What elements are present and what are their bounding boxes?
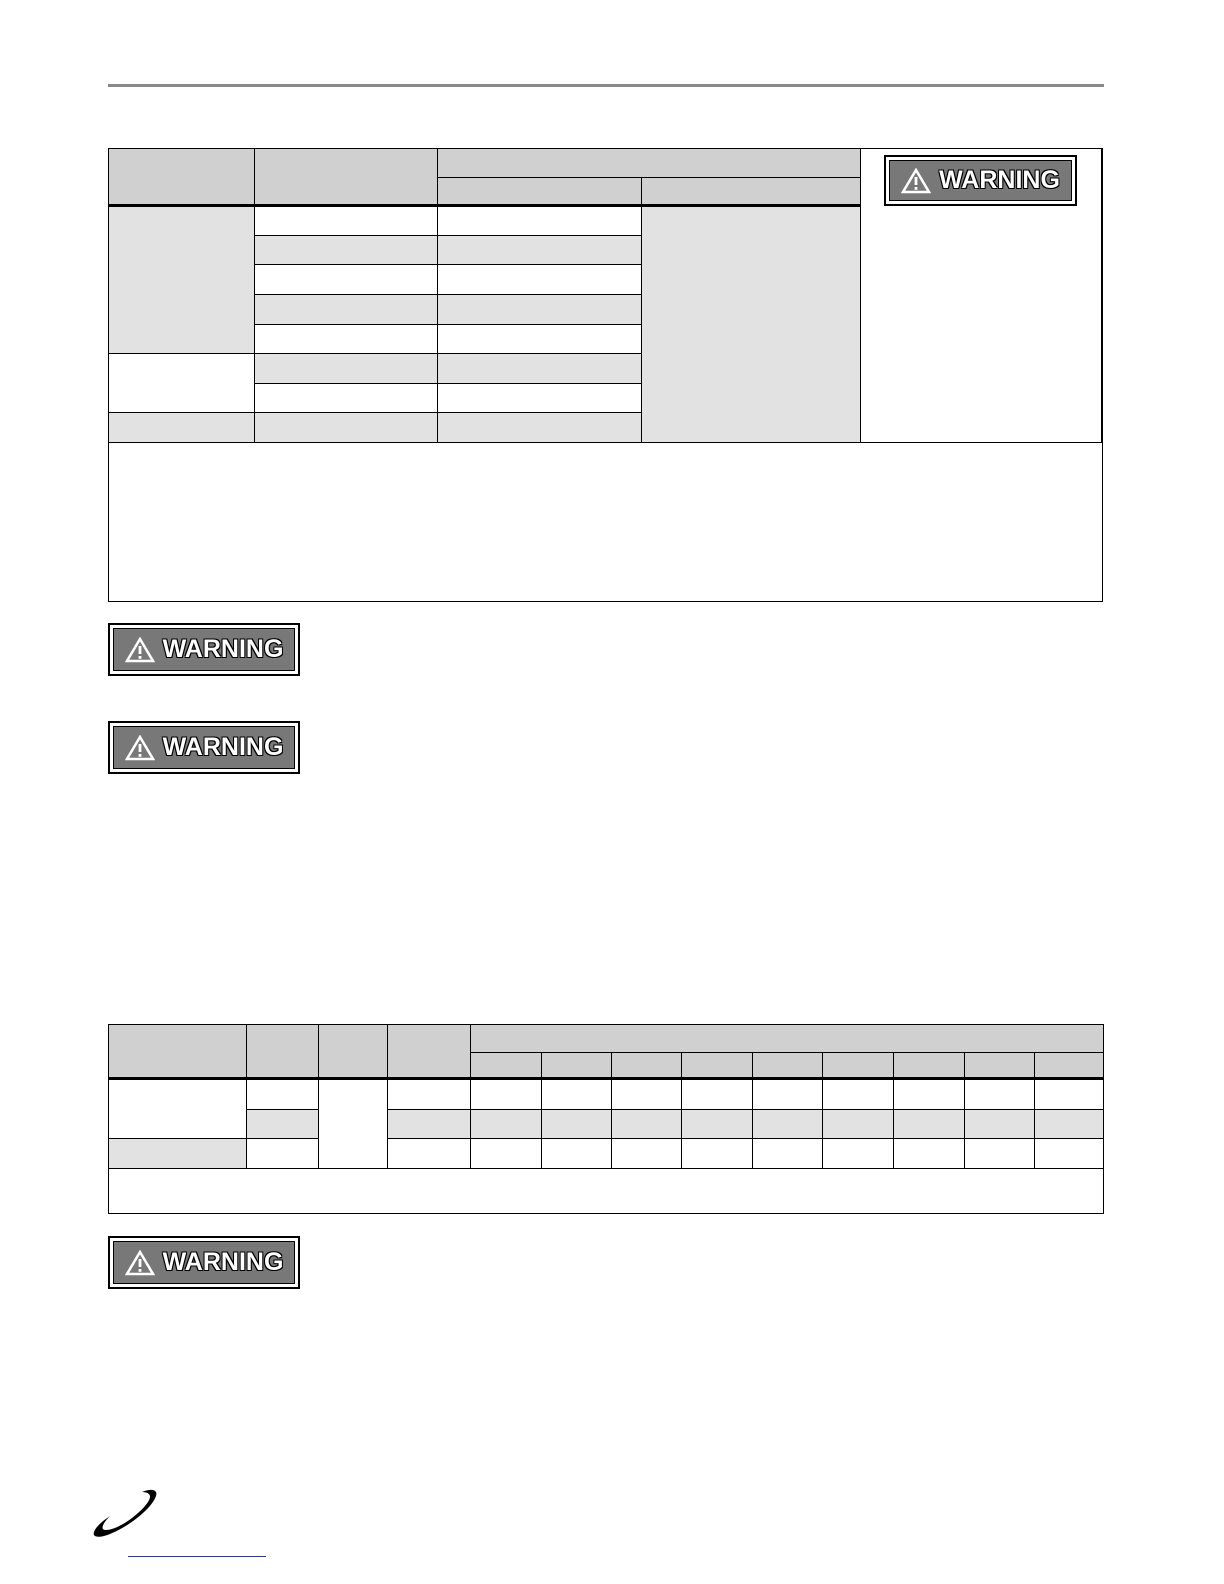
t2-r3-v4: [682, 1139, 753, 1169]
warning-badge-table: [884, 155, 1077, 206]
t2-sub-7: [894, 1053, 965, 1080]
t2-r1-v7: [894, 1080, 965, 1110]
t2-r1-v4: [682, 1080, 753, 1110]
t2-r2-v9: [1035, 1110, 1103, 1139]
header-rule: [108, 84, 1104, 87]
t2-r2-c2: [247, 1110, 319, 1139]
t2-r2-v1: [471, 1110, 542, 1139]
t2-r1-v3: [612, 1080, 682, 1110]
warning-badge-1: [108, 623, 300, 676]
t2-r1-c2: [247, 1080, 319, 1110]
t2-sub-1: [471, 1053, 542, 1080]
warning-badge-3: [108, 1236, 300, 1289]
t1-row3-col2: [255, 265, 438, 295]
t2-sub-9: [1035, 1053, 1103, 1080]
t2-r3-v6: [823, 1139, 894, 1169]
warning-triangle-icon: [125, 637, 155, 663]
t2-header-col3: [319, 1025, 388, 1080]
t2-header-col2: [247, 1025, 319, 1080]
t1-row6-col3: [438, 354, 642, 384]
t2-sub-3: [612, 1053, 682, 1080]
t1-row5-col2: [255, 325, 438, 354]
t2-merged-c3: [319, 1080, 388, 1169]
t1-row3-col3: [438, 265, 642, 295]
t1-row2-col2: [255, 236, 438, 265]
t2-r3-v2: [542, 1139, 612, 1169]
t1-row8-col2: [255, 413, 438, 443]
t1-header-sub2: [642, 178, 861, 207]
t1-group-b: [109, 354, 255, 413]
warning-label: WARNING: [162, 1248, 284, 1276]
t2-r2-v2: [542, 1110, 612, 1139]
t2-sub-2: [542, 1053, 612, 1080]
warning-triangle-icon: [125, 735, 155, 761]
t1-row8-col3: [438, 413, 642, 443]
t2-sub-6: [823, 1053, 894, 1080]
t2-header-group: [471, 1025, 1103, 1053]
t2-r2-v8: [965, 1110, 1035, 1139]
t2-group-b: [109, 1139, 247, 1169]
warning-label: WARNING: [162, 733, 284, 761]
t2-r2-v5: [753, 1110, 823, 1139]
t2-group-a: [109, 1080, 247, 1139]
t1-merged-col4: [642, 207, 861, 443]
t2-r1-v5: [753, 1080, 823, 1110]
t2-r1-v8: [965, 1080, 1035, 1110]
t1-row6-col2: [255, 354, 438, 384]
t2-sub-8: [965, 1053, 1035, 1080]
t1-row1-col3: [438, 207, 642, 236]
t1-row4-col2: [255, 295, 438, 325]
t2-r3-c2: [247, 1139, 319, 1169]
t2-r1-v2: [542, 1080, 612, 1110]
warning-label: WARNING: [162, 635, 284, 663]
t2-r2-v6: [823, 1110, 894, 1139]
t1-row7-col3: [438, 384, 642, 413]
t2-r3-v5: [753, 1139, 823, 1169]
t1-row4-col3: [438, 295, 642, 325]
t2-r1-v6: [823, 1080, 894, 1110]
t1-row5-col3: [438, 325, 642, 354]
t2-r3-c4: [388, 1139, 471, 1169]
warning-label: WARNING: [939, 166, 1060, 194]
footer-link-underline: [128, 1556, 266, 1557]
t2-header-col1: [109, 1025, 247, 1080]
t1-group-a: [109, 207, 255, 354]
t2-notes: [109, 1169, 1103, 1213]
t1-header-col2: [255, 149, 438, 207]
t1-header-sub1: [438, 178, 642, 207]
t2-r3-v3: [612, 1139, 682, 1169]
t2-r3-v7: [894, 1139, 965, 1169]
t1-header-col1: [109, 149, 255, 207]
t2-sub-4: [682, 1053, 753, 1080]
t2-r2-v4: [682, 1110, 753, 1139]
t2-r2-c4: [388, 1110, 471, 1139]
t2-r1-v9: [1035, 1080, 1103, 1110]
t1-row7-col2: [255, 384, 438, 413]
warning-triangle-icon: [125, 1250, 155, 1276]
swoosh-logo-icon: [90, 1486, 160, 1542]
t1-row2-col3: [438, 236, 642, 265]
t1-header-group: [438, 149, 861, 178]
t1-group-c: [109, 413, 255, 443]
t2-sub-5: [753, 1053, 823, 1080]
t1-notes: [109, 443, 1102, 601]
specification-table-1: [108, 148, 1103, 602]
warning-triangle-icon: [901, 168, 931, 194]
t2-r1-c4: [388, 1080, 471, 1110]
t2-r1-v1: [471, 1080, 542, 1110]
t2-r3-v1: [471, 1139, 542, 1169]
t2-header-col4: [388, 1025, 471, 1080]
warning-badge-2: [108, 721, 300, 774]
specification-table-2: [108, 1024, 1104, 1214]
t2-r3-v8: [965, 1139, 1035, 1169]
t2-r2-v7: [894, 1110, 965, 1139]
t2-r3-v9: [1035, 1139, 1103, 1169]
t1-row1-col2: [255, 207, 438, 236]
t2-r2-v3: [612, 1110, 682, 1139]
